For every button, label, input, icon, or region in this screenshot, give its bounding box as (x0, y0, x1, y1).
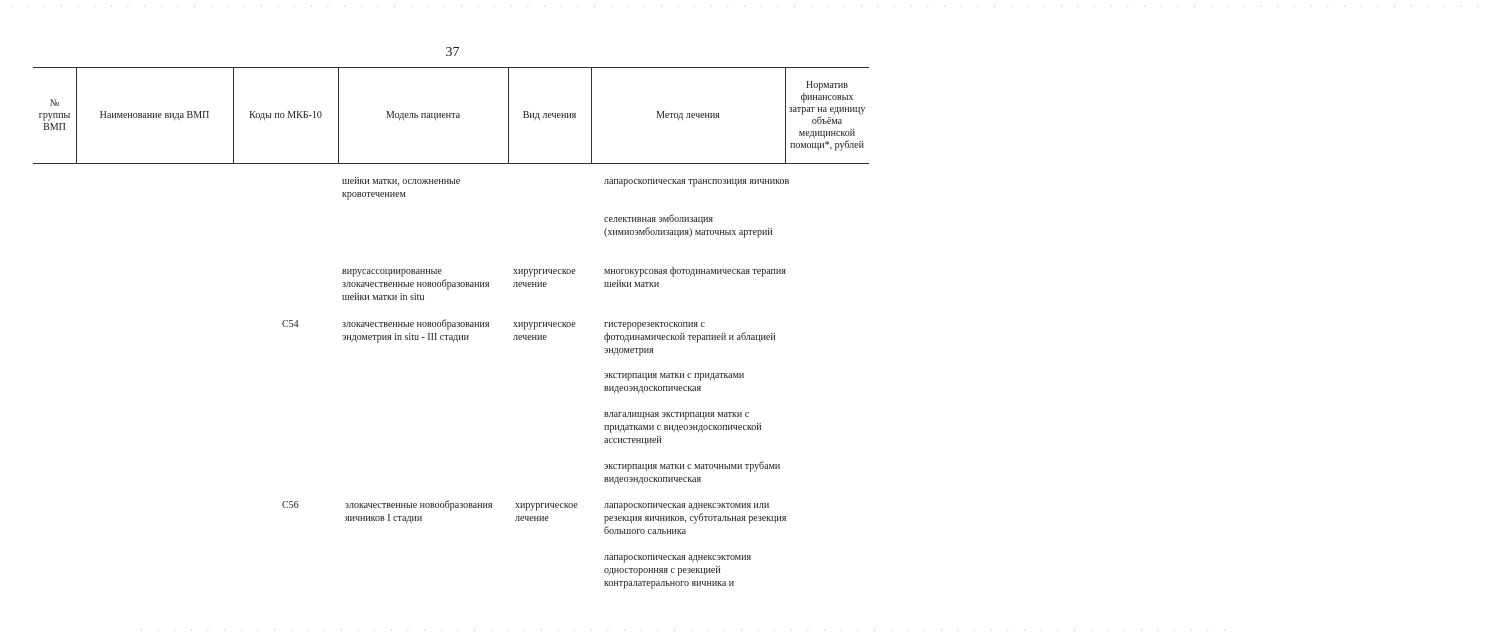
scan-artifact-top: · · · · · · · · · · · · · · · · · · · · · · · · · · · · · · · · · · · · · · · · · · · · · · · · · · · · · · · · · · · · · · · · · · · · · · · · · · · · · · · · · · · · · · · · · (10, 2, 1485, 11)
treatment-type-cell: хирургическое лечение (513, 319, 576, 343)
treatment-method-cell: селективная эмболизация (химиоэмболизация) маточных артерий (604, 214, 773, 238)
treatment-method-cell: лапароскопическая транспозиция яичников (604, 176, 790, 187)
treatment-method-cell: многокурсовая фотодинамическая терапия шейки матки (604, 266, 786, 290)
treatment-method-cell: лапароскопическая аднексэктомия или резекция яичников, субтотальная резекция большого сальника (604, 500, 787, 537)
header-vmp-name: Наименование вида ВМП (99, 109, 210, 121)
header-patient-model: Модель пациента (385, 109, 461, 121)
header-icd-codes: Коды по МКБ-10 (249, 109, 322, 121)
treatment-type-cell: хирургическое лечение (513, 266, 576, 290)
treatment-method-cell: лапароскопическая аднексэктомия односторонняя с резекцией контралатерального яичника и (604, 552, 752, 589)
treatment-type-cell: хирургическое лечение (515, 500, 578, 524)
icd-code-cell: C56 (282, 500, 299, 511)
treatment-method-cell: гистерорезектоскопия с фотодинамической терапией и аблацией эндометрия (604, 319, 776, 356)
treatment-method-cell: влагалищная экстирпация матки с придатками с видеоэндоскопической ассистенцией (604, 409, 762, 446)
patient-model-cell: злокачественные новообразования яичников I стадии (345, 500, 493, 524)
icd-code-cell: C54 (282, 319, 299, 330)
table-header (33, 67, 869, 164)
header-group-number: № группы ВМП (38, 97, 71, 133)
header-treatment-type: Вид лечения (522, 109, 577, 121)
patient-model-cell: злокачественные новообразования эндометрия in situ - III стадии (342, 319, 490, 343)
header-treatment-method: Метод лечения (656, 109, 720, 121)
treatment-method-cell: экстирпация матки с маточными трубами видеоэндоскопическая (604, 461, 781, 485)
page-number: 37 (445, 45, 460, 60)
scan-artifact-bottom: · · · · · · · · · · · · · · · · · · · · · · · · · · · · · · · · · · · · · · · · · · · · · · · · · · · · · · · · · · · · · · · · · · (140, 626, 1232, 635)
treatment-method-cell: экстирпация матки с придатками видеоэндоскопическая (604, 370, 745, 394)
header-cost-norm: Норматив финансовых затрат на единицу объёма медицинской помощи*, рублей (788, 79, 866, 151)
patient-model-cell: шейки матки, осложненные кровотечением (342, 176, 461, 200)
patient-model-cell: вирусассоциированные злокачественные новообразования шейки матки in situ (342, 266, 490, 303)
